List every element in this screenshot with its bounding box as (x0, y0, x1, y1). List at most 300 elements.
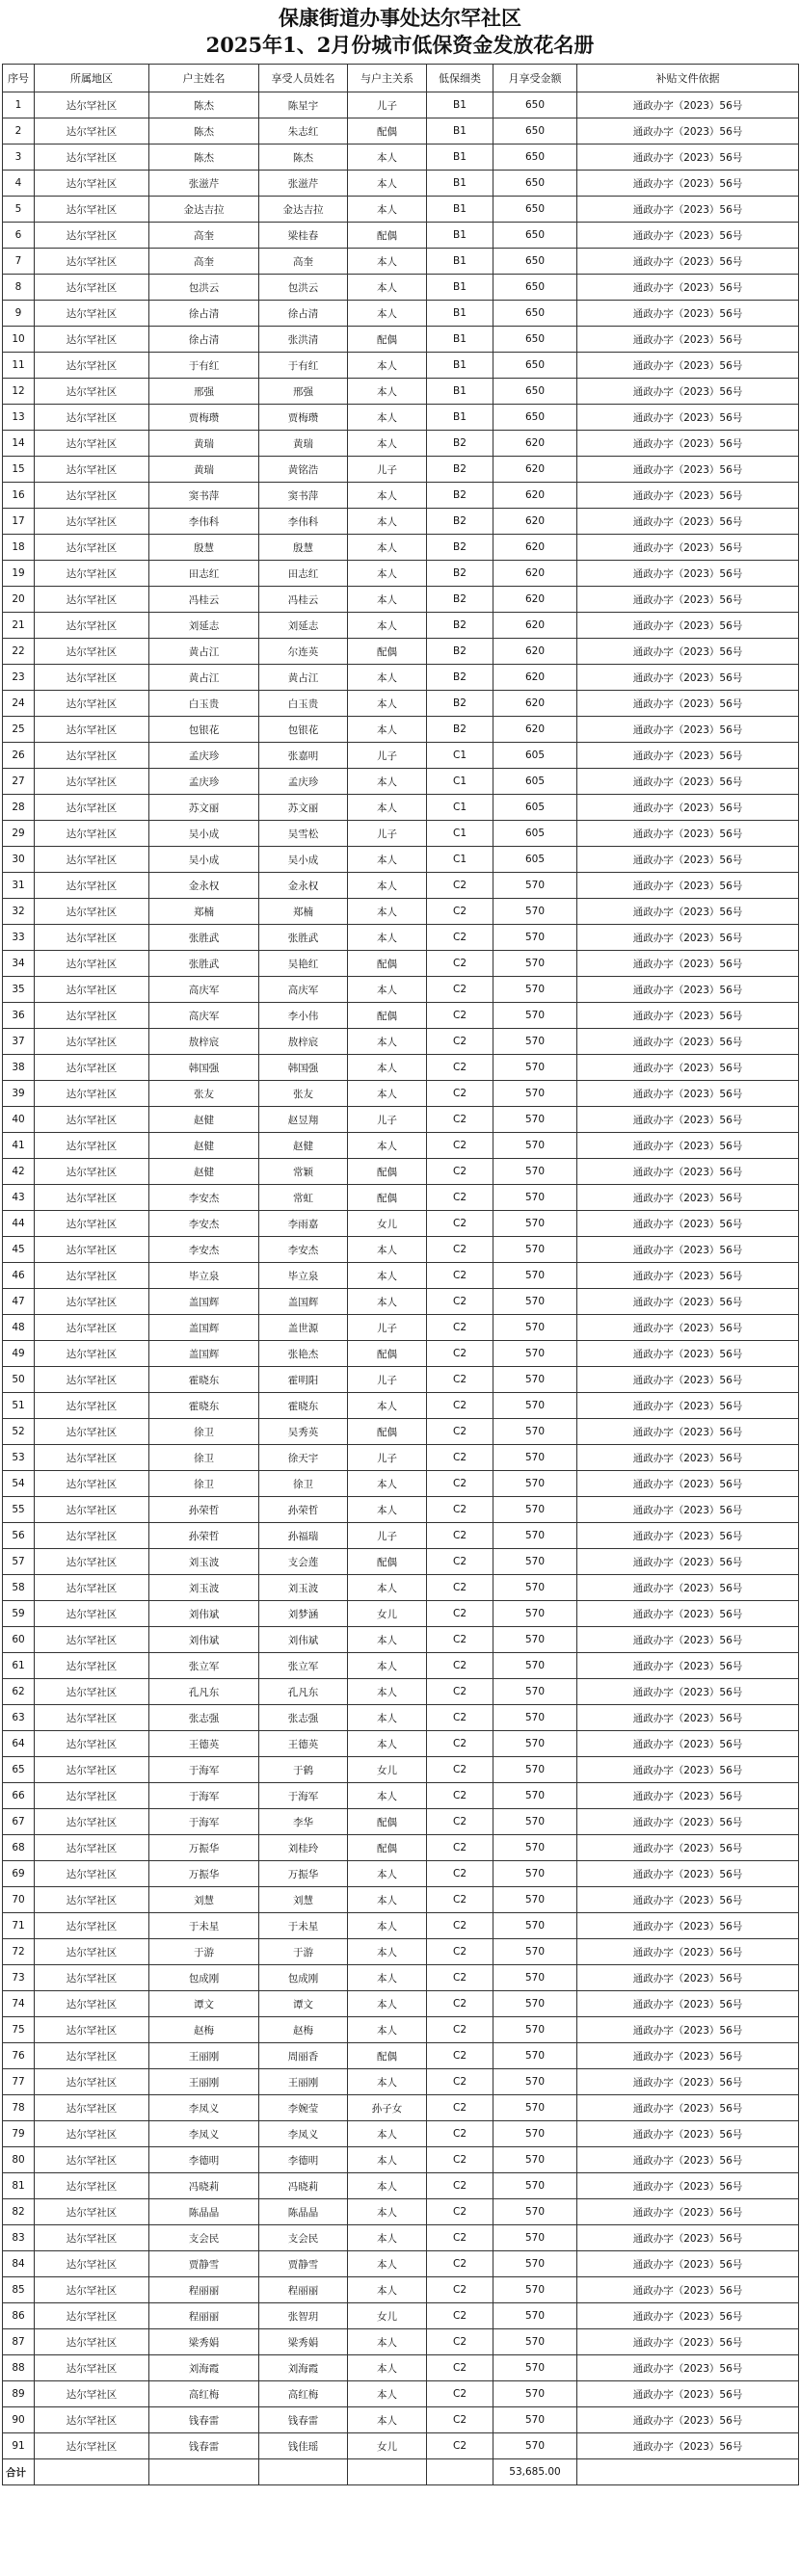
cell-basis: 通政办字（2023）56号 (577, 1133, 799, 1159)
cell-basis: 通政办字（2023）56号 (577, 1939, 799, 1965)
table-row (3, 899, 799, 925)
cell-region: 达尔罕社区 (35, 1237, 149, 1263)
cell-category: C2 (427, 2407, 493, 2433)
cell-householder: 殷慧 (149, 535, 259, 561)
cell-beneficiary: 王丽刚 (259, 2069, 348, 2095)
cell-region: 达尔罕社区 (35, 717, 149, 743)
table-row (3, 743, 799, 769)
table-row (3, 405, 799, 431)
cell-region: 达尔罕社区 (35, 795, 149, 821)
cell-householder: 赵健 (149, 1159, 259, 1185)
cell-householder: 盖国辉 (149, 1315, 259, 1341)
table-row (3, 821, 799, 847)
cell-amount: 650 (493, 92, 577, 118)
cell-relation: 配偶 (348, 118, 427, 145)
cell-index: 44 (3, 1211, 35, 1237)
table-row (3, 145, 799, 171)
cell-relation: 儿子 (348, 743, 427, 769)
cell-category: B2 (427, 509, 493, 535)
table-row (3, 1991, 799, 2017)
cell-householder: 徐占清 (149, 301, 259, 327)
cell-relation: 儿子 (348, 1315, 427, 1341)
cell-basis: 通政办字（2023）56号 (577, 1627, 799, 1653)
cell-index: 35 (3, 977, 35, 1003)
cell-beneficiary: 霍晓东 (259, 1393, 348, 1419)
table-row (3, 249, 799, 275)
table-row (3, 2277, 799, 2303)
cell-relation: 本人 (348, 587, 427, 613)
cell-index: 76 (3, 2043, 35, 2069)
cell-beneficiary: 殷慧 (259, 535, 348, 561)
cell-householder: 于有红 (149, 353, 259, 379)
cell-householder: 韩国强 (149, 1055, 259, 1081)
cell-region: 达尔罕社区 (35, 535, 149, 561)
cell-index: 21 (3, 613, 35, 639)
cell-householder: 徐卫 (149, 1471, 259, 1497)
cell-region: 达尔罕社区 (35, 249, 149, 275)
cell-index: 64 (3, 1731, 35, 1757)
cell-region: 达尔罕社区 (35, 743, 149, 769)
cell-relation: 本人 (348, 1133, 427, 1159)
cell-beneficiary: 徐天宇 (259, 1445, 348, 1471)
cell-relation: 本人 (348, 275, 427, 301)
cell-category: C2 (427, 1627, 493, 1653)
cell-category: C2 (427, 1003, 493, 1029)
cell-category: C2 (427, 1913, 493, 1939)
cell-amount: 650 (493, 249, 577, 275)
cell-beneficiary: 张洪清 (259, 327, 348, 353)
cell-relation: 本人 (348, 717, 427, 743)
cell-relation: 本人 (348, 1705, 427, 1731)
cell-householder: 王丽刚 (149, 2069, 259, 2095)
cell-region: 达尔罕社区 (35, 2095, 149, 2121)
table-row (3, 2433, 799, 2459)
cell-index: 42 (3, 1159, 35, 1185)
cell-householder: 刘慧 (149, 1887, 259, 1913)
cell-householder: 孔凡东 (149, 1679, 259, 1705)
cell-region: 达尔罕社区 (35, 665, 149, 691)
cell-index: 73 (3, 1965, 35, 1991)
cell-category: C2 (427, 1575, 493, 1601)
cell-householder: 刘玉波 (149, 1575, 259, 1601)
cell-householder: 赵梅 (149, 2017, 259, 2043)
cell-basis: 通政办字（2023）56号 (577, 509, 799, 535)
cell-householder: 李安杰 (149, 1237, 259, 1263)
cell-index: 15 (3, 457, 35, 483)
cell-category: C2 (427, 2043, 493, 2069)
cell-basis: 通政办字（2023）56号 (577, 2043, 799, 2069)
cell-region: 达尔罕社区 (35, 2121, 149, 2147)
cell-region: 达尔罕社区 (35, 2043, 149, 2069)
cell-beneficiary: 陈晶晶 (259, 2199, 348, 2225)
cell-region: 达尔罕社区 (35, 925, 149, 951)
cell-region: 达尔罕社区 (35, 379, 149, 405)
cell-relation: 本人 (348, 2407, 427, 2433)
cell-beneficiary: 包成刚 (259, 1965, 348, 1991)
cell-basis: 通政办字（2023）56号 (577, 977, 799, 1003)
cell-basis: 通政办字（2023）56号 (577, 1237, 799, 1263)
cell-beneficiary: 李伟科 (259, 509, 348, 535)
cell-beneficiary: 常虹 (259, 1185, 348, 1211)
cell-category: B2 (427, 639, 493, 665)
cell-beneficiary: 赵昱翔 (259, 1107, 348, 1133)
cell-beneficiary: 冯晓莉 (259, 2173, 348, 2199)
cell-basis: 通政办字（2023）56号 (577, 2329, 799, 2355)
cell-amount: 620 (493, 483, 577, 509)
cell-category: C2 (427, 1029, 493, 1055)
cell-index: 50 (3, 1367, 35, 1393)
cell-householder: 金永权 (149, 873, 259, 899)
cell-basis: 通政办字（2023）56号 (577, 1315, 799, 1341)
cell-amount: 650 (493, 223, 577, 249)
cell-category: C2 (427, 1263, 493, 1289)
cell-basis: 通政办字（2023）56号 (577, 1003, 799, 1029)
cell-amount: 620 (493, 509, 577, 535)
cell-basis: 通政办字（2023）56号 (577, 1029, 799, 1055)
cell-basis: 通政办字（2023）56号 (577, 1705, 799, 1731)
cell-basis: 通政办字（2023）56号 (577, 561, 799, 587)
cell-relation: 本人 (348, 1081, 427, 1107)
cell-relation: 本人 (348, 145, 427, 171)
table-row (3, 2017, 799, 2043)
cell-amount: 570 (493, 1081, 577, 1107)
cell-region: 达尔罕社区 (35, 1783, 149, 1809)
cell-region: 达尔罕社区 (35, 2251, 149, 2277)
cell-householder: 高奎 (149, 223, 259, 249)
cell-beneficiary: 贾梅瓒 (259, 405, 348, 431)
cell-beneficiary: 王德英 (259, 1731, 348, 1757)
table-row (3, 1731, 799, 1757)
cell-category: C2 (427, 2017, 493, 2043)
cell-basis: 通政办字（2023）56号 (577, 769, 799, 795)
table-row (3, 1081, 799, 1107)
cell-index: 20 (3, 587, 35, 613)
cell-amount: 570 (493, 1211, 577, 1237)
cell-basis: 通政办字（2023）56号 (577, 1081, 799, 1107)
cell-category: B1 (427, 249, 493, 275)
cell-amount: 570 (493, 2381, 577, 2407)
table-row (3, 1653, 799, 1679)
table-row (3, 1419, 799, 1445)
cell-beneficiary: 刘梦涵 (259, 1601, 348, 1627)
cell-region: 达尔罕社区 (35, 2147, 149, 2173)
cell-relation: 本人 (348, 1055, 427, 1081)
cell-householder: 孙荣哲 (149, 1523, 259, 1549)
cell-basis: 通政办字（2023）56号 (577, 1991, 799, 2017)
cell-region: 达尔罕社区 (35, 2433, 149, 2459)
table-row (3, 431, 799, 457)
cell-index: 1 (3, 92, 35, 118)
cell-amount: 620 (493, 665, 577, 691)
cell-basis: 通政办字（2023）56号 (577, 1835, 799, 1861)
cell-region: 达尔罕社区 (35, 1653, 149, 1679)
cell-region: 达尔罕社区 (35, 1523, 149, 1549)
cell-region: 达尔罕社区 (35, 1393, 149, 1419)
cell-householder: 谭文 (149, 1991, 259, 2017)
cell-category: C2 (427, 1991, 493, 2017)
cell-index: 78 (3, 2095, 35, 2121)
cell-category: C1 (427, 769, 493, 795)
cell-relation: 儿子 (348, 821, 427, 847)
total-cell-empty (35, 2459, 149, 2485)
cell-region: 达尔罕社区 (35, 509, 149, 535)
cell-basis: 通政办字（2023）56号 (577, 1471, 799, 1497)
cell-region: 达尔罕社区 (35, 1185, 149, 1211)
cell-region: 达尔罕社区 (35, 431, 149, 457)
cell-amount: 620 (493, 587, 577, 613)
cell-category: C2 (427, 1549, 493, 1575)
table-row (3, 1627, 799, 1653)
table-row (3, 1341, 799, 1367)
cell-index: 68 (3, 1835, 35, 1861)
cell-amount: 620 (493, 717, 577, 743)
cell-relation: 本人 (348, 1029, 427, 1055)
cell-region: 达尔罕社区 (35, 2303, 149, 2329)
table-row (3, 2251, 799, 2277)
table-row (3, 1601, 799, 1627)
cell-category: C2 (427, 1341, 493, 1367)
table-row (3, 2381, 799, 2407)
cell-index: 9 (3, 301, 35, 327)
table-row (3, 2095, 799, 2121)
cell-amount: 570 (493, 1549, 577, 1575)
cell-beneficiary: 刘伟斌 (259, 1627, 348, 1653)
cell-region: 达尔罕社区 (35, 977, 149, 1003)
cell-amount: 570 (493, 1237, 577, 1263)
cell-relation: 女儿 (348, 1601, 427, 1627)
cell-relation: 本人 (348, 1939, 427, 1965)
table-header-row (3, 65, 799, 92)
cell-basis: 通政办字（2023）56号 (577, 2147, 799, 2173)
cell-beneficiary: 张志强 (259, 1705, 348, 1731)
cell-householder: 刘伟斌 (149, 1601, 259, 1627)
cell-index: 40 (3, 1107, 35, 1133)
cell-beneficiary: 徐占清 (259, 301, 348, 327)
cell-householder: 刘玉波 (149, 1549, 259, 1575)
cell-relation: 本人 (348, 691, 427, 717)
cell-relation: 本人 (348, 535, 427, 561)
cell-basis: 通政办字（2023）56号 (577, 118, 799, 145)
cell-index: 13 (3, 405, 35, 431)
cell-relation: 女儿 (348, 2433, 427, 2459)
cell-region: 达尔罕社区 (35, 1367, 149, 1393)
cell-householder: 黄占江 (149, 639, 259, 665)
cell-basis: 通政办字（2023）56号 (577, 1341, 799, 1367)
cell-index: 38 (3, 1055, 35, 1081)
cell-beneficiary: 郑楠 (259, 899, 348, 925)
cell-relation: 本人 (348, 1393, 427, 1419)
cell-amount: 570 (493, 1913, 577, 1939)
cell-index: 66 (3, 1783, 35, 1809)
cell-relation: 孙子女 (348, 2095, 427, 2121)
cell-index: 4 (3, 171, 35, 197)
cell-index: 6 (3, 223, 35, 249)
cell-householder: 高红梅 (149, 2381, 259, 2407)
cell-category: C2 (427, 925, 493, 951)
table-row (3, 2043, 799, 2069)
cell-index: 24 (3, 691, 35, 717)
table-row (3, 1705, 799, 1731)
cell-index: 54 (3, 1471, 35, 1497)
cell-beneficiary: 常颖 (259, 1159, 348, 1185)
cell-relation: 本人 (348, 847, 427, 873)
cell-beneficiary: 金达吉拉 (259, 197, 348, 223)
cell-amount: 570 (493, 1315, 577, 1341)
table-row (3, 977, 799, 1003)
table-row (3, 795, 799, 821)
cell-basis: 通政办字（2023）56号 (577, 1393, 799, 1419)
cell-basis: 通政办字（2023）56号 (577, 2173, 799, 2199)
cell-category: C2 (427, 1289, 493, 1315)
cell-index: 8 (3, 275, 35, 301)
cell-beneficiary: 张嘉明 (259, 743, 348, 769)
cell-index: 49 (3, 1341, 35, 1367)
header-category: 低保细类 (427, 65, 493, 92)
cell-amount: 605 (493, 821, 577, 847)
cell-householder: 王丽刚 (149, 2043, 259, 2069)
cell-basis: 通政办字（2023）56号 (577, 1263, 799, 1289)
cell-category: C2 (427, 2433, 493, 2459)
cell-region: 达尔罕社区 (35, 2173, 149, 2199)
cell-index: 60 (3, 1627, 35, 1653)
table-row (3, 1783, 799, 1809)
cell-householder: 张立军 (149, 1653, 259, 1679)
table-row (3, 1263, 799, 1289)
cell-region: 达尔罕社区 (35, 1289, 149, 1315)
cell-category: B1 (427, 275, 493, 301)
cell-index: 16 (3, 483, 35, 509)
cell-householder: 李凤义 (149, 2121, 259, 2147)
cell-basis: 通政办字（2023）56号 (577, 1679, 799, 1705)
cell-relation: 本人 (348, 2355, 427, 2381)
cell-householder: 毕立泉 (149, 1263, 259, 1289)
cell-index: 29 (3, 821, 35, 847)
cell-basis: 通政办字（2023）56号 (577, 275, 799, 301)
cell-amount: 570 (493, 1393, 577, 1419)
cell-basis: 通政办字（2023）56号 (577, 925, 799, 951)
cell-region: 达尔罕社区 (35, 587, 149, 613)
cell-category: C2 (427, 2303, 493, 2329)
cell-region: 达尔罕社区 (35, 2381, 149, 2407)
header-index: 序号 (3, 65, 35, 92)
cell-beneficiary: 于有红 (259, 353, 348, 379)
cell-index: 37 (3, 1029, 35, 1055)
cell-category: C2 (427, 2277, 493, 2303)
cell-index: 57 (3, 1549, 35, 1575)
cell-category: C2 (427, 1159, 493, 1185)
cell-relation: 本人 (348, 1627, 427, 1653)
cell-relation: 本人 (348, 1861, 427, 1887)
table-row (3, 301, 799, 327)
cell-relation: 本人 (348, 2277, 427, 2303)
cell-index: 85 (3, 2277, 35, 2303)
cell-category: B2 (427, 431, 493, 457)
cell-amount: 570 (493, 1705, 577, 1731)
cell-index: 39 (3, 1081, 35, 1107)
cell-region: 达尔罕社区 (35, 951, 149, 977)
cell-beneficiary: 黄瑞 (259, 431, 348, 457)
cell-category: C2 (427, 1107, 493, 1133)
cell-category: C1 (427, 743, 493, 769)
cell-householder: 于海军 (149, 1783, 259, 1809)
cell-beneficiary: 谭文 (259, 1991, 348, 2017)
cell-beneficiary: 张友 (259, 1081, 348, 1107)
cell-index: 79 (3, 2121, 35, 2147)
cell-region: 达尔罕社区 (35, 1861, 149, 1887)
cell-region: 达尔罕社区 (35, 1757, 149, 1783)
cell-amount: 620 (493, 457, 577, 483)
cell-householder: 万振华 (149, 1835, 259, 1861)
cell-basis: 通政办字（2023）56号 (577, 639, 799, 665)
cell-category: B2 (427, 717, 493, 743)
cell-beneficiary: 于未星 (259, 1913, 348, 1939)
cell-householder: 敖梓宸 (149, 1029, 259, 1055)
cell-householder: 张胜武 (149, 951, 259, 977)
cell-category: C2 (427, 2225, 493, 2251)
cell-amount: 570 (493, 1445, 577, 1471)
cell-category: C2 (427, 2381, 493, 2407)
cell-relation: 本人 (348, 2173, 427, 2199)
cell-relation: 本人 (348, 899, 427, 925)
table-row (3, 1757, 799, 1783)
cell-amount: 570 (493, 2329, 577, 2355)
cell-relation: 配偶 (348, 1549, 427, 1575)
cell-basis: 通政办字（2023）56号 (577, 457, 799, 483)
cell-basis: 通政办字（2023）56号 (577, 2381, 799, 2407)
cell-householder: 孙荣哲 (149, 1497, 259, 1523)
cell-householder: 盖国辉 (149, 1341, 259, 1367)
cell-category: C2 (427, 1809, 493, 1835)
cell-region: 达尔罕社区 (35, 405, 149, 431)
cell-beneficiary: 张胜武 (259, 925, 348, 951)
cell-beneficiary: 钱佳瑶 (259, 2433, 348, 2459)
total-amount: 53,685.00 (493, 2459, 577, 2485)
cell-relation: 本人 (348, 1263, 427, 1289)
cell-householder: 霍晓东 (149, 1393, 259, 1419)
cell-beneficiary: 金永权 (259, 873, 348, 899)
cell-householder: 吴小成 (149, 821, 259, 847)
cell-householder: 李安杰 (149, 1211, 259, 1237)
cell-relation: 本人 (348, 301, 427, 327)
cell-relation: 本人 (348, 1471, 427, 1497)
cell-index: 75 (3, 2017, 35, 2043)
cell-basis: 通政办字（2023）56号 (577, 1575, 799, 1601)
cell-relation: 配偶 (348, 639, 427, 665)
table-row (3, 1887, 799, 1913)
cell-index: 2 (3, 118, 35, 145)
cell-basis: 通政办字（2023）56号 (577, 665, 799, 691)
cell-basis: 通政办字（2023）56号 (577, 2407, 799, 2433)
cell-relation: 本人 (348, 1991, 427, 2017)
cell-beneficiary: 韩国强 (259, 1055, 348, 1081)
cell-householder: 张滋芹 (149, 171, 259, 197)
cell-basis: 通政办字（2023）56号 (577, 405, 799, 431)
table-row (3, 1523, 799, 1549)
table-row (3, 1471, 799, 1497)
cell-amount: 570 (493, 2277, 577, 2303)
header-relation: 与户主关系 (348, 65, 427, 92)
cell-relation: 本人 (348, 977, 427, 1003)
cell-region: 达尔罕社区 (35, 171, 149, 197)
cell-beneficiary: 李小伟 (259, 1003, 348, 1029)
table-row (3, 665, 799, 691)
cell-relation: 配偶 (348, 2043, 427, 2069)
cell-relation: 本人 (348, 873, 427, 899)
table-row (3, 1133, 799, 1159)
cell-beneficiary: 梁秀娟 (259, 2329, 348, 2355)
cell-category: B1 (427, 379, 493, 405)
cell-category: C1 (427, 847, 493, 873)
